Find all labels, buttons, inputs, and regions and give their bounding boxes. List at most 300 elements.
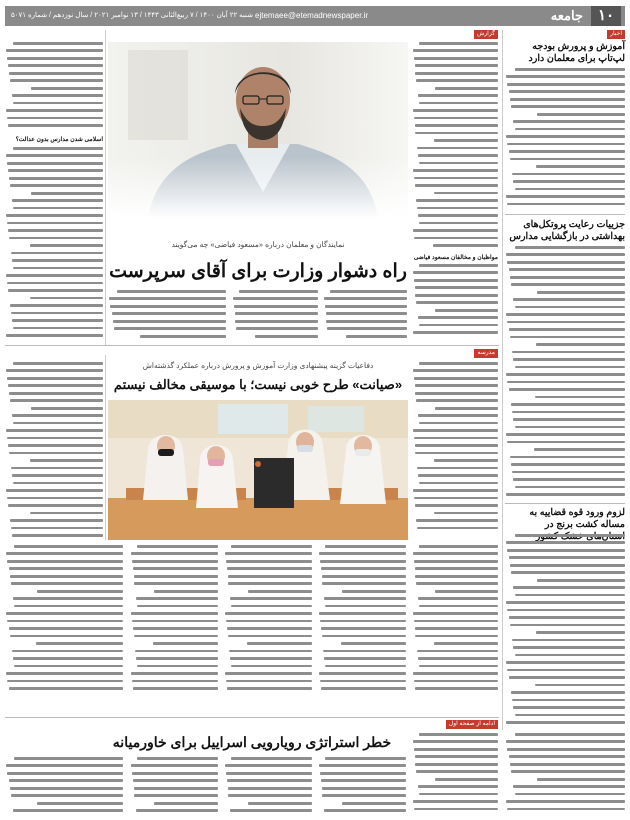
text-line xyxy=(134,794,218,797)
text-line xyxy=(13,207,103,210)
text-line xyxy=(418,214,498,217)
text-line xyxy=(37,802,123,805)
text-line xyxy=(506,721,625,724)
text-line xyxy=(322,582,406,585)
tag-school: مدرسه xyxy=(474,349,498,358)
text-line xyxy=(513,120,625,123)
text-line xyxy=(515,733,625,736)
text-line xyxy=(417,527,498,530)
text-line xyxy=(109,297,226,300)
text-line xyxy=(515,486,625,489)
text-line xyxy=(414,377,498,380)
text-line xyxy=(414,437,498,440)
text-line xyxy=(513,298,625,301)
middle-column-right xyxy=(412,362,498,537)
text-line xyxy=(247,642,312,645)
text-line xyxy=(415,504,498,507)
text-line xyxy=(325,545,406,548)
text-line xyxy=(9,237,103,240)
text-line xyxy=(513,478,625,481)
text-line xyxy=(10,184,103,187)
section-email[interactable]: ejtemaee@etemadnewspaper.ir xyxy=(255,11,369,20)
text-line xyxy=(12,94,103,97)
text-line xyxy=(326,320,407,323)
text-line xyxy=(325,305,407,308)
text-line xyxy=(419,362,498,365)
text-line xyxy=(8,124,103,127)
text-line xyxy=(413,740,498,743)
text-line xyxy=(434,192,499,195)
text-line xyxy=(131,672,218,675)
text-line xyxy=(413,169,498,172)
text-line xyxy=(515,654,625,657)
text-line xyxy=(132,772,218,775)
text-line xyxy=(537,113,625,116)
text-line xyxy=(6,552,123,555)
divider xyxy=(5,717,499,718)
text-line xyxy=(9,177,103,180)
text-line xyxy=(506,135,625,138)
text-line xyxy=(13,147,103,150)
text-line xyxy=(6,369,103,372)
text-line xyxy=(30,297,104,300)
text-line xyxy=(6,429,103,432)
text-line xyxy=(507,203,625,206)
text-line xyxy=(507,381,625,384)
text-line xyxy=(414,279,498,282)
text-line xyxy=(14,545,123,548)
text-line xyxy=(323,650,406,653)
text-line xyxy=(536,631,625,634)
classroom-photo xyxy=(108,400,408,540)
divider xyxy=(5,345,499,346)
text-line xyxy=(230,809,312,812)
text-line xyxy=(419,482,498,485)
text-line xyxy=(330,290,407,293)
text-line xyxy=(227,779,312,782)
text-line xyxy=(13,267,103,270)
text-line xyxy=(140,335,226,338)
text-line xyxy=(414,560,498,563)
text-line xyxy=(13,42,103,45)
text-line xyxy=(419,733,498,736)
left-column-subhead: اسلامی شدن مدارس بدون عدالت؟ xyxy=(15,137,103,143)
text-line xyxy=(228,787,312,790)
text-line xyxy=(419,102,498,105)
text-line xyxy=(413,109,498,112)
text-line xyxy=(324,809,406,812)
text-line xyxy=(231,757,312,760)
text-line xyxy=(433,244,498,247)
text-line xyxy=(419,793,498,796)
text-line xyxy=(12,650,123,653)
text-line xyxy=(320,620,406,623)
text-line xyxy=(226,560,312,563)
text-line xyxy=(319,672,406,675)
text-line xyxy=(417,467,498,470)
text-line xyxy=(512,173,625,176)
text-line xyxy=(13,809,123,812)
text-line xyxy=(416,770,498,773)
text-line xyxy=(10,399,103,402)
text-line xyxy=(7,497,103,500)
text-line xyxy=(6,274,103,277)
text-line xyxy=(7,222,103,225)
text-line xyxy=(11,527,103,530)
middle-body-col-1 xyxy=(412,545,498,695)
text-line xyxy=(14,665,123,668)
text-line xyxy=(513,586,625,589)
text-line xyxy=(507,83,625,86)
text-line xyxy=(14,757,123,760)
text-line xyxy=(515,426,625,429)
text-line xyxy=(506,195,625,198)
sidebar-story-3-body xyxy=(505,534,625,726)
text-line xyxy=(225,552,312,555)
bottom-headline: خطر استراتژی رویارویی اسراییل برای خاورمیانه xyxy=(112,734,392,750)
lead-headline: راه دشوار وزارت برای آقای سرپرست xyxy=(109,261,407,282)
text-line xyxy=(417,147,498,150)
text-line xyxy=(536,343,625,346)
text-line xyxy=(13,102,103,105)
text-line xyxy=(7,560,123,563)
text-line xyxy=(507,748,625,751)
text-line xyxy=(6,764,123,767)
text-line xyxy=(8,504,103,507)
text-line xyxy=(413,369,498,372)
text-line xyxy=(236,327,318,330)
text-line xyxy=(324,297,407,300)
tag-continued: ادامه از صفحه اول xyxy=(446,720,498,729)
text-line xyxy=(507,808,625,811)
text-line xyxy=(506,75,625,78)
text-line xyxy=(506,740,625,743)
text-line xyxy=(513,646,625,649)
middle-body-col-2 xyxy=(318,545,406,695)
text-line xyxy=(229,650,312,653)
text-line xyxy=(7,680,123,683)
text-line xyxy=(507,609,625,612)
text-line xyxy=(417,650,498,653)
text-line xyxy=(132,560,218,563)
text-line xyxy=(414,620,498,623)
text-line xyxy=(131,764,218,767)
text-line xyxy=(515,68,625,71)
text-line xyxy=(509,616,625,619)
text-line xyxy=(413,489,498,492)
text-line xyxy=(13,657,123,660)
text-line xyxy=(413,800,498,803)
text-line xyxy=(9,779,123,782)
text-line xyxy=(417,207,498,210)
text-line xyxy=(509,328,625,331)
text-line xyxy=(137,605,218,608)
text-line xyxy=(515,714,625,717)
sidebar-story-3-title: لزوم ورود قوه قضاییه به مساله کشت برنج در xyxy=(529,507,625,530)
text-line xyxy=(230,597,312,600)
text-line xyxy=(321,687,406,690)
text-line xyxy=(510,564,625,567)
text-line xyxy=(512,351,625,354)
text-line xyxy=(535,684,625,687)
text-line xyxy=(413,271,498,274)
page-number: ۱۰ xyxy=(591,6,621,26)
text-line xyxy=(434,642,498,645)
text-line xyxy=(6,489,103,492)
text-line xyxy=(506,253,625,256)
text-line xyxy=(515,306,625,309)
text-line xyxy=(6,612,123,615)
text-line xyxy=(12,319,103,322)
lead-body-col-2 xyxy=(232,290,318,340)
text-line xyxy=(513,706,625,709)
text-line xyxy=(12,199,103,202)
text-line xyxy=(8,64,103,67)
text-line xyxy=(510,158,625,161)
text-line xyxy=(9,72,103,75)
text-line xyxy=(133,567,218,570)
text-line xyxy=(324,657,406,660)
text-line xyxy=(416,301,498,304)
text-line xyxy=(6,49,103,52)
text-line xyxy=(418,785,498,788)
text-line xyxy=(513,418,625,421)
text-line xyxy=(506,313,625,316)
text-line xyxy=(435,87,498,90)
text-line xyxy=(7,282,103,285)
text-line xyxy=(515,793,625,796)
text-line xyxy=(10,519,103,522)
text-line xyxy=(342,590,406,593)
text-line xyxy=(510,763,625,766)
text-line xyxy=(413,612,498,615)
text-line xyxy=(112,312,226,315)
text-line xyxy=(9,627,123,630)
text-line xyxy=(509,556,625,559)
text-line xyxy=(515,366,625,369)
text-line xyxy=(509,268,625,271)
text-line xyxy=(537,778,625,781)
text-line xyxy=(413,672,498,675)
text-line xyxy=(537,579,625,582)
text-line xyxy=(228,582,312,585)
text-line xyxy=(513,785,625,788)
bottom-body-col-4 xyxy=(130,757,218,815)
column-rule xyxy=(502,30,503,730)
text-line xyxy=(255,335,318,338)
middle-kicker: دفاعیات گزینه پیشنهادی وزارت آموزش و پرورش درباره عملکرد گذشته‌اش xyxy=(142,361,374,370)
text-line xyxy=(7,437,103,440)
text-line xyxy=(512,699,625,702)
text-line xyxy=(322,787,406,790)
text-line xyxy=(31,407,103,410)
text-line xyxy=(414,237,498,240)
text-line xyxy=(9,567,123,570)
text-line xyxy=(134,582,218,585)
text-line xyxy=(414,808,498,811)
text-line xyxy=(228,635,312,638)
text-line xyxy=(507,321,625,324)
text-line xyxy=(509,90,625,93)
middle-body-col-4 xyxy=(130,545,218,695)
text-line xyxy=(9,452,103,455)
middle-body-col-3 xyxy=(224,545,312,695)
text-line xyxy=(137,545,218,548)
lead-column-right-2 xyxy=(412,264,498,336)
text-line xyxy=(227,567,312,570)
text-line xyxy=(30,244,103,247)
text-line xyxy=(13,482,103,485)
text-line xyxy=(10,635,123,638)
text-line xyxy=(10,575,123,578)
text-line xyxy=(134,575,218,578)
text-line xyxy=(6,154,103,157)
text-line xyxy=(509,388,625,391)
text-line xyxy=(12,534,103,537)
text-line xyxy=(12,414,103,417)
text-line xyxy=(31,87,103,90)
text-line xyxy=(31,192,103,195)
text-line xyxy=(132,620,218,623)
text-line xyxy=(515,594,625,597)
text-line xyxy=(230,657,312,660)
text-line xyxy=(415,392,498,395)
text-line xyxy=(414,748,498,751)
text-line xyxy=(131,552,218,555)
text-line xyxy=(415,763,498,766)
text-line xyxy=(325,757,406,760)
text-line xyxy=(511,463,625,466)
text-line xyxy=(8,169,103,172)
text-line xyxy=(131,612,218,615)
text-line xyxy=(9,687,123,690)
text-line xyxy=(515,188,625,191)
text-line xyxy=(321,567,406,570)
text-line xyxy=(320,560,406,563)
text-line xyxy=(415,755,498,758)
text-line xyxy=(322,794,406,797)
text-line xyxy=(13,327,103,330)
text-line xyxy=(226,680,312,683)
text-line xyxy=(415,444,498,447)
text-line xyxy=(6,672,123,675)
bottom-body-col-2 xyxy=(318,757,406,815)
text-line xyxy=(535,396,625,399)
text-line xyxy=(134,787,218,790)
sidebar-story-2-title: جزییات رعایت پروتکل‌های بهداشتی در بازگشایی مدارس xyxy=(509,219,625,242)
text-line xyxy=(415,687,498,690)
text-line xyxy=(418,154,498,157)
text-line xyxy=(413,49,498,52)
lead-kicker: نمایندگان و معلمان درباره «مسعود فیاضی» چه می‌گویند xyxy=(171,240,345,249)
text-line xyxy=(136,809,218,812)
text-line xyxy=(8,229,103,232)
text-line xyxy=(14,605,123,608)
text-line xyxy=(511,571,625,574)
text-line xyxy=(117,290,226,293)
text-line xyxy=(513,358,625,361)
text-line xyxy=(434,512,499,515)
text-line xyxy=(6,214,103,217)
text-line xyxy=(7,117,103,120)
text-line xyxy=(341,642,406,645)
text-line xyxy=(414,57,498,60)
text-line xyxy=(319,764,406,767)
lead-body-col-1 xyxy=(323,290,407,340)
text-line xyxy=(435,309,498,312)
text-line xyxy=(415,567,498,570)
tag-news: اخبار xyxy=(607,30,625,39)
text-line xyxy=(510,456,625,459)
text-line xyxy=(6,109,103,112)
text-line xyxy=(134,635,218,638)
text-line xyxy=(225,672,312,675)
text-line xyxy=(511,770,625,773)
text-line xyxy=(322,575,406,578)
text-line xyxy=(231,665,312,668)
text-line xyxy=(248,802,312,805)
text-line xyxy=(506,661,625,664)
text-line xyxy=(515,128,625,131)
text-line xyxy=(10,79,103,82)
text-line xyxy=(346,335,407,338)
sidebar-story-1-body xyxy=(505,68,625,211)
text-line xyxy=(325,665,406,668)
text-line xyxy=(136,597,218,600)
bottom-body-col-5 xyxy=(5,757,123,815)
text-line xyxy=(226,620,312,623)
text-line xyxy=(320,680,406,683)
text-line xyxy=(135,650,218,653)
text-line xyxy=(415,184,498,187)
text-line xyxy=(231,605,312,608)
text-line xyxy=(416,79,498,82)
text-line xyxy=(7,772,123,775)
text-line xyxy=(418,414,498,417)
text-line xyxy=(415,384,498,387)
text-line xyxy=(414,117,498,120)
text-line xyxy=(231,545,312,548)
text-line xyxy=(419,42,498,45)
lead-subhead: مواظبان و مخالفان مسعود فیاضی xyxy=(413,255,498,261)
text-line xyxy=(327,327,407,330)
text-line xyxy=(534,448,625,451)
text-line xyxy=(512,471,625,474)
text-line xyxy=(512,411,625,414)
bottom-body-col-1 xyxy=(412,733,498,815)
text-line xyxy=(415,452,498,455)
text-line xyxy=(12,474,103,477)
text-line xyxy=(515,534,625,537)
text-line xyxy=(510,98,625,101)
text-line xyxy=(322,635,406,638)
text-line xyxy=(509,676,625,679)
text-line xyxy=(419,422,498,425)
text-line xyxy=(415,72,498,75)
text-line xyxy=(509,150,625,153)
text-line xyxy=(13,422,103,425)
text-line xyxy=(7,620,123,623)
sidebar-story-2-body xyxy=(505,246,625,501)
text-line xyxy=(415,627,498,630)
text-line xyxy=(415,124,498,127)
text-line xyxy=(418,474,498,477)
text-line xyxy=(154,802,218,805)
text-line xyxy=(137,665,218,668)
text-line xyxy=(419,264,498,267)
text-line xyxy=(418,316,498,319)
issue-date-line: شنبه ۲۲ آبان ۱۴۰۰ / ۷ ربیع‌الثانی ۱۴۴۳ / ۱۳ نوامبر ۲۰۲۱ / سال نوزدهم / شماره ۵۰۷۱ xyxy=(11,12,254,19)
